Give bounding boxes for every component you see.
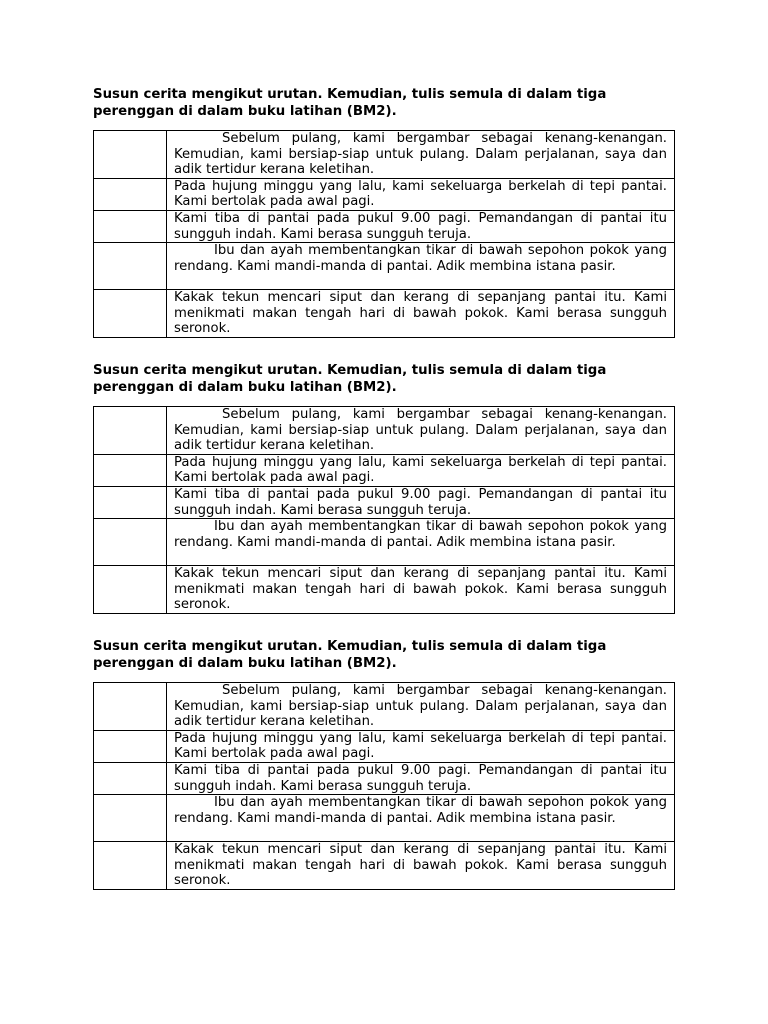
sentence-cell: Ibu dan ayah membentangkan tikar di bawah sepohon pokok yang rendang. Kami mandi-manda di pantai. Adik membina istana pasir. — [167, 243, 675, 290]
table-row — [94, 454, 675, 486]
order-number-cell[interactable] — [94, 842, 167, 890]
sentence-cell: Ibu dan ayah membentangkan tikar di bawah sepohon pokok yang rendang. Kami mandi-manda di pantai. Adik membina istana pasir. — [167, 519, 675, 566]
table-row — [94, 210, 675, 242]
order-number-cell[interactable] — [94, 730, 167, 762]
order-number-cell[interactable] — [94, 566, 167, 614]
table-row — [94, 842, 675, 890]
exercise-block-3 — [93, 638, 675, 889]
sentence-cell: Pada hujung minggu yang lalu, kami sekeluarga berkelah di tepi pantai. Kami bertolak pada awal pagi. — [167, 730, 675, 762]
table-row — [94, 407, 675, 455]
table-row — [94, 243, 675, 290]
table-row — [94, 762, 675, 794]
order-number-cell[interactable] — [94, 131, 167, 179]
table-row — [94, 795, 675, 842]
table-row — [94, 486, 675, 518]
table-row — [94, 131, 675, 179]
sentence-cell: Kami tiba di pantai pada pukul 9.00 pagi. Pemandangan di pantai itu sungguh indah. Kami berasa sungguh teruja. — [167, 210, 675, 242]
order-number-cell[interactable] — [94, 683, 167, 731]
order-number-cell[interactable] — [94, 519, 167, 566]
instruction-heading: Susun cerita mengikut urutan. Kemudian, tulis semula di dalam tiga perenggan di dalam buku latihan (BM2). — [93, 87, 607, 119]
table-row — [94, 730, 675, 762]
sentence-cell: Sebelum pulang, kami bergambar sebagai kenang-kenangan. Kemudian, kami bersiap-siap untuk pulang. Dalam perjalanan, saya dan adik tertidur kerana keletihan. — [167, 131, 675, 179]
table-row — [94, 178, 675, 210]
sentence-cell: Kami tiba di pantai pada pukul 9.00 pagi. Pemandangan di pantai itu sungguh indah. Kami berasa sungguh teruja. — [167, 486, 675, 518]
order-number-cell[interactable] — [94, 178, 167, 210]
table-row — [94, 519, 675, 566]
sentence-cell: Kakak tekun mencari siput dan kerang di sepanjang pantai itu. Kami menikmati makan tengah hari di bawah pokok. Kami berasa sungguh seronok. — [167, 842, 675, 890]
order-number-cell[interactable] — [94, 795, 167, 842]
instruction-heading: Susun cerita mengikut urutan. Kemudian, tulis semula di dalam tiga perenggan di dalam buku latihan (BM2). — [93, 639, 607, 671]
sentence-cell: Kakak tekun mencari siput dan kerang di sepanjang pantai itu. Kami menikmati makan tengah hari di bawah pokok. Kami berasa sungguh seronok. — [167, 566, 675, 614]
sentence-cell: Kakak tekun mencari siput dan kerang di sepanjang pantai itu. Kami menikmati makan tengah hari di bawah pokok. Kami berasa sungguh seronok. — [167, 290, 675, 338]
order-number-cell[interactable] — [94, 290, 167, 338]
order-number-cell[interactable] — [94, 486, 167, 518]
sentence-cell: Kami tiba di pantai pada pukul 9.00 pagi. Pemandangan di pantai itu sungguh indah. Kami berasa sungguh teruja. — [167, 762, 675, 794]
sentence-cell: Sebelum pulang, kami bergambar sebagai kenang-kenangan. Kemudian, kami bersiap-siap untuk pulang. Dalam perjalanan, saya dan adik tertidur kerana keletihan. — [167, 683, 675, 731]
table-row — [94, 566, 675, 614]
exercise-block-1 — [93, 86, 675, 337]
instruction-heading: Susun cerita mengikut urutan. Kemudian, tulis semula di dalam tiga perenggan di dalam buku latihan (BM2). — [93, 363, 607, 395]
order-number-cell[interactable] — [94, 762, 167, 794]
story-table — [93, 682, 675, 890]
sentence-cell: Sebelum pulang, kami bergambar sebagai kenang-kenangan. Kemudian, kami bersiap-siap untuk pulang. Dalam perjalanan, saya dan adik tertidur kerana keletihan. — [167, 407, 675, 455]
sentence-cell: Pada hujung minggu yang lalu, kami sekeluarga berkelah di tepi pantai. Kami bertolak pada awal pagi. — [167, 178, 675, 210]
sentence-cell: Ibu dan ayah membentangkan tikar di bawah sepohon pokok yang rendang. Kami mandi-manda di pantai. Adik membina istana pasir. — [167, 795, 675, 842]
order-number-cell[interactable] — [94, 454, 167, 486]
order-number-cell[interactable] — [94, 243, 167, 290]
story-table — [93, 130, 675, 338]
table-row — [94, 683, 675, 731]
order-number-cell[interactable] — [94, 407, 167, 455]
exercise-block-2 — [93, 362, 675, 613]
sentence-cell: Pada hujung minggu yang lalu, kami sekeluarga berkelah di tepi pantai. Kami bertolak pada awal pagi. — [167, 454, 675, 486]
order-number-cell[interactable] — [94, 210, 167, 242]
story-table — [93, 406, 675, 614]
table-row — [94, 290, 675, 338]
